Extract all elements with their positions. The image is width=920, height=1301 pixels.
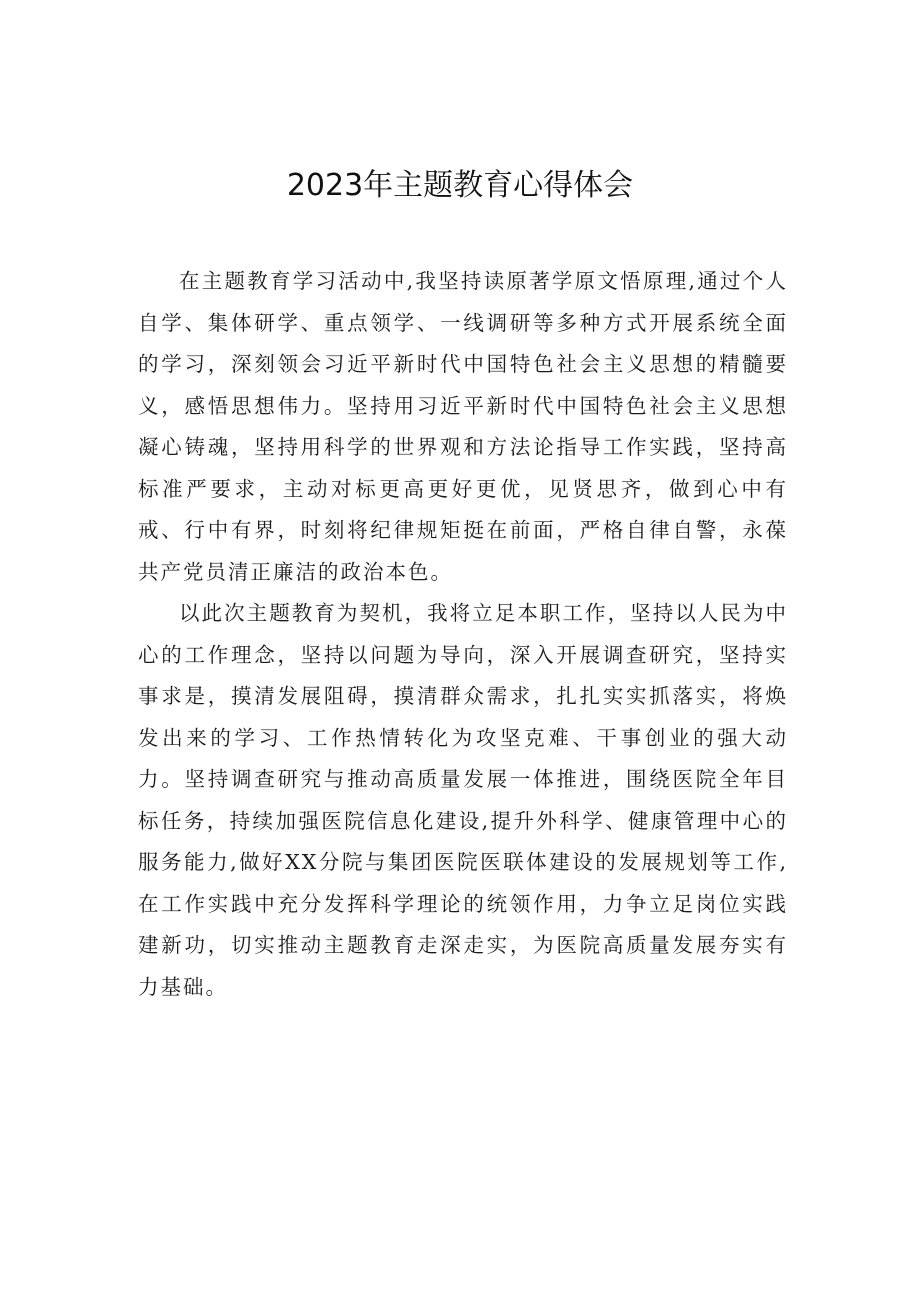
document-title: 2023年主题教育心得体会: [286, 168, 634, 203]
paragraph-2: 以此次主题教育为契机，我将立足本职工作，坚持以人民为中心的工作理念，坚持以问题为导向，深入开展调查研究，坚持实事求是，摸清发展阻碍，摸清群众需求，扎扎实实抓落实，将焕发出来的学习、工作热情转化为攻坚克难、干事创业的强大动力。坚持调查研究与推动高质量发展一体推进，围绕医院全年目标任务，持续加强医院信息化建设,提升外科学、健康管理中心的服务能力,做好XX分院与集团医院医联体建设的发展规划等工作,在工作实践中充分发挥科学理论的统领作用，力争立足岗位实践建新功，切实推动主题教育走深走实，为医院高质量发展夯实有力基础。: [138, 601, 788, 999]
document-body: [138, 261, 788, 1008]
paragraph-1: 在主题教育学习活动中,我坚持读原著学原文悟原理,通过个人自学、集体研学、重点领学、一线调研等多种方式开展系统全面的学习，深刻领会习近平新时代中国特色社会主义思想的精髓要义，感悟思想伟力。坚持用习近平新时代中国特色社会主义思想凝心铸魂，坚持用科学的世界观和方法论指导工作实践，坚持高标准严要求，主动对标更高更好更优，见贤思齐，做到心中有戒、行中有界，时刻将纪律规矩挺在前面，严格自律自警，永葆共产党员清正廉洁的政治本色。: [138, 269, 788, 584]
